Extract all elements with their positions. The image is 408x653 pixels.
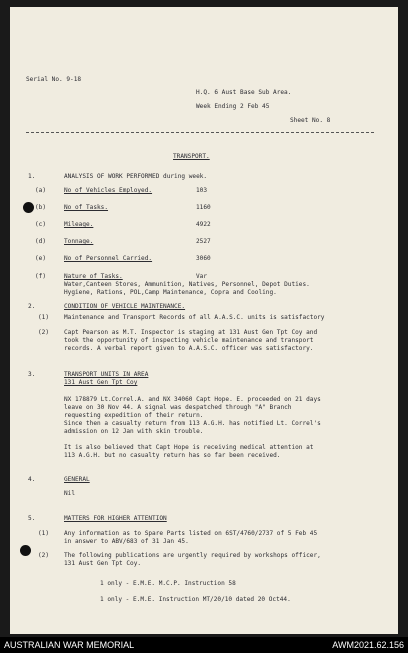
punch-hole: [23, 202, 34, 213]
row-value: Var: [196, 273, 208, 280]
week-ending: Week Ending 2 Feb 45: [196, 103, 270, 110]
units-heading: TRANSPORT UNITS IN AREA: [64, 371, 149, 378]
header-area: H.Q. 6 Aust Base Sub Area.: [196, 89, 292, 96]
item-number: 5.: [28, 515, 36, 522]
row-value: 1160: [196, 204, 211, 211]
attention-heading: MATTERS FOR HIGHER ATTENTION: [64, 515, 167, 522]
section-title: TRANSPORT.: [173, 153, 210, 160]
maintenance-text: records. A verbal report given to A.A.S.C. officer was satisfactory.: [64, 345, 314, 352]
row-letter: (e): [35, 255, 47, 262]
publication-line: 1 only - E.M.E. M.C.P. Instruction 58: [100, 580, 236, 587]
row-letter: (c): [35, 221, 47, 228]
tasks-line: Water,Canteen Stores, Ammunition, Natives, Personnel, Depot Duties.: [64, 281, 310, 288]
units-text: 113 A.G.H. but no casualty return has so far been received.: [64, 452, 281, 459]
item-number: 1.: [28, 173, 36, 180]
item-number: 3.: [28, 371, 36, 378]
units-text: NX 178879 Lt.Correl.A. and NX 34060 Capt Hope. E. proceeded on 21 days: [64, 396, 321, 403]
units-text: requesting expedition of their return.: [64, 412, 204, 419]
maintenance-heading: CONDITION OF VEHICLE MAINTENANCE.: [64, 303, 186, 310]
row-value: 2527: [196, 238, 211, 245]
row-value: 103: [196, 187, 208, 194]
maintenance-text: took the opportunity of inspecting vehicle maintenance and transport: [64, 337, 314, 344]
item-number: 2.: [28, 303, 36, 310]
sub-item-number: (2): [38, 329, 50, 336]
row-label: No of Tasks.: [64, 204, 109, 211]
attention-text: 131 Aust Gen Tpt Coy.: [64, 560, 142, 567]
row-label: Nature of Tasks.: [64, 273, 123, 280]
sheet-number: Sheet No. 8: [290, 117, 331, 124]
row-value: 3060: [196, 255, 211, 262]
row-letter: (d): [35, 238, 47, 245]
punch-hole: [20, 545, 31, 556]
general-text: Nil: [64, 490, 76, 497]
footer-accession-number: AWM2021.62.156: [332, 640, 404, 650]
general-heading: GENERAL: [64, 476, 90, 483]
units-text: admission on 12 Jan with skin trouble.: [64, 428, 204, 435]
footer-source: AUSTRALIAN WAR MEMORIAL: [4, 640, 135, 650]
row-label: Tonnage.: [64, 238, 94, 245]
sub-item-number: (1): [38, 530, 50, 537]
row-label: Mileage.: [64, 221, 94, 228]
analysis-heading: ANALYSIS OF WORK PERFORMED during week.: [64, 173, 208, 180]
attention-text: Any information as to Spare Parts listed on 6ST/4760/2737 of 5 Feb 45: [64, 530, 318, 537]
serial-number: Serial No. 9-18: [26, 76, 82, 83]
maintenance-text: Capt Pearson as M.T. Inspector is staging at 131 Aust Gen Tpt Coy and: [64, 329, 318, 336]
attention-text: The following publications are urgently required by workshops officer,: [64, 552, 321, 559]
maintenance-text: Maintenance and Transport Records of all A.A.S.C. units is satisfactory: [64, 314, 325, 321]
units-text: It is also believed that Capt Hope is receiving medical attention at: [64, 444, 314, 451]
row-value: 4922: [196, 221, 211, 228]
units-text: leave on 30 Nov 44. A signal was despatched through "A" Branch: [64, 404, 292, 411]
row-letter: (b): [35, 204, 47, 211]
units-text: Since then a casualty return from 113 A.G.H. has notified Lt. Correl's: [64, 420, 321, 427]
sub-item-number: (1): [38, 314, 50, 321]
row-letter: (a): [35, 187, 47, 194]
divider-line: [26, 132, 374, 133]
item-number: 4.: [28, 476, 36, 483]
sub-item-number: (2): [38, 552, 50, 559]
tasks-line: Hygiene, Rations, POL,Camp Maintenance, Copra and Cooling.: [64, 289, 277, 296]
document-page: [10, 7, 398, 634]
row-letter: (f): [35, 273, 47, 280]
attention-text: in answer to ABV/683 of 31 Jan 45.: [64, 538, 189, 545]
row-label: No of Vehicles Employed.: [64, 187, 153, 194]
footer-bar: [0, 637, 408, 653]
publication-line: 1 only - E.M.E. Instruction MT/20/10 dated 20 Oct44.: [100, 596, 291, 603]
row-label: No of Personnel Carried.: [64, 255, 153, 262]
units-subheading: 131 Aust Gen Tpt Coy: [64, 379, 138, 386]
